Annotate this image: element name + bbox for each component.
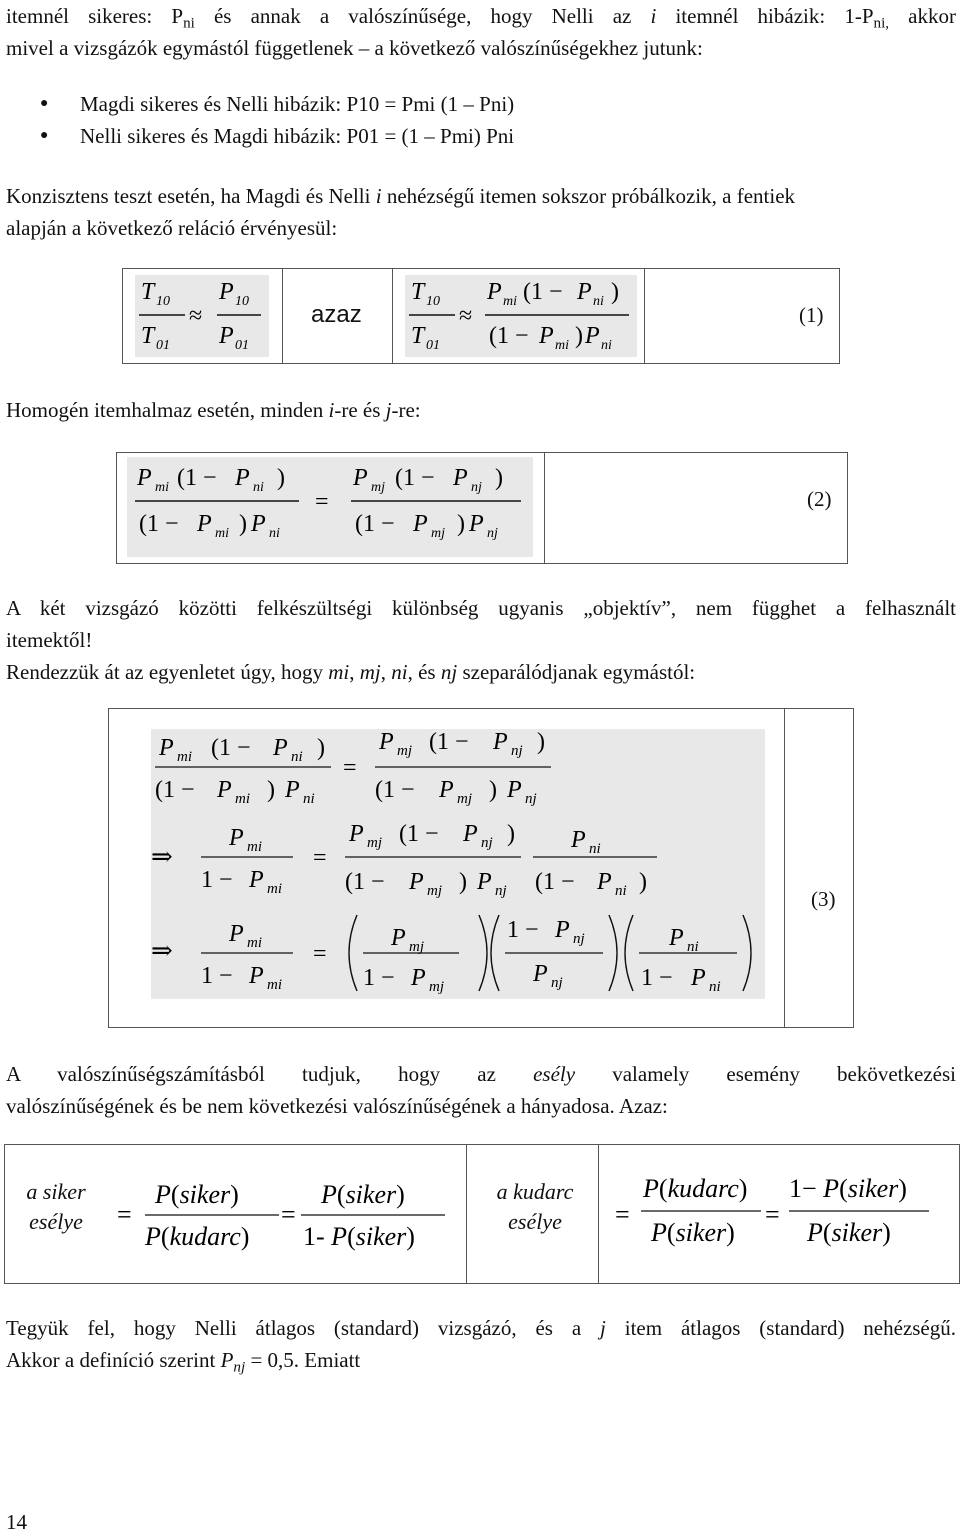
svg-text:T: T [141, 323, 155, 349]
svg-text:1 −: 1 − [507, 917, 539, 943]
svg-text:P: P [197, 511, 212, 537]
svg-text:=: = [343, 755, 357, 781]
svg-text:): ) [457, 511, 465, 537]
svg-text:mj: mj [367, 835, 382, 851]
paragraph-standard: Tegyük fel, hogy Nelli átlagos (standard) vizsgázó, és a j item átlagos (standard) nehézségű. Akkor a definíció szerint $P_{nj} = 0,5$. Emiatt [6, 1316, 957, 1376]
svg-text:): ) [459, 869, 467, 895]
svg-text:P(siker): P(siker) [807, 1218, 891, 1247]
svg-text:nj: nj [471, 480, 482, 495]
svg-text:): ) [495, 465, 503, 491]
svg-text:T: T [411, 323, 425, 349]
bullet-item: ● Magdi sikeres és Nelli hibázik: P10 = Pmi (1 – Pni) [40, 88, 920, 120]
svg-text:): ) [489, 777, 497, 803]
svg-text:mj: mj [371, 480, 385, 495]
svg-text:(1 −: (1 − [155, 777, 195, 803]
svg-text:(1 −: (1 − [489, 323, 529, 349]
svg-text:01: 01 [156, 338, 170, 353]
svg-text:mi: mi [247, 935, 262, 951]
svg-text:1− P(siker): 1− P(siker) [789, 1174, 907, 1203]
svg-text:ni: ni [687, 939, 699, 955]
svg-text:P: P [507, 777, 522, 803]
svg-text:(1 −: (1 − [429, 729, 469, 755]
svg-text:P: P [349, 821, 364, 847]
svg-text:mi: mi [247, 839, 262, 855]
svg-text:(1 −: (1 − [375, 777, 415, 803]
svg-text:P: P [411, 965, 426, 991]
svg-text:(1 −: (1 − [211, 735, 251, 761]
svg-text:): ) [639, 869, 647, 895]
svg-text:(1 −: (1 − [177, 465, 217, 491]
svg-text:P(siker): P(siker) [155, 1180, 239, 1209]
svg-text:nj: nj [525, 791, 537, 807]
svg-text:P: P [585, 323, 600, 349]
svg-text:ni: ni [593, 294, 604, 309]
svg-text:): ) [277, 465, 285, 491]
svg-text:P: P [391, 925, 406, 951]
svg-text:mi: mi [555, 338, 569, 353]
svg-text:ni: ni [709, 979, 721, 995]
svg-text:P: P [251, 511, 266, 537]
svg-text:=: = [313, 845, 327, 871]
svg-text:nj: nj [487, 526, 498, 541]
svg-text:mj: mj [429, 979, 444, 995]
svg-text:ni: ni [601, 338, 612, 353]
svg-text:mi: mi [177, 749, 192, 765]
svg-text:P: P [469, 511, 484, 537]
paragraph-homogeneous: Homogén itemhalmaz esetén, minden i-re és j-re: [6, 398, 421, 422]
svg-text:1- P(siker): 1- P(siker) [303, 1222, 415, 1251]
svg-text:P: P [439, 777, 454, 803]
svg-text:mi: mi [215, 526, 229, 541]
svg-text:P: P [539, 323, 554, 349]
svg-text:1 −: 1 − [201, 867, 233, 893]
svg-text:(1 −: (1 − [345, 869, 385, 895]
paragraph-objective: A két vizsgázó közötti felkészültségi különbség ugyanis „objektív”, nem függhet a felhasznált itemektől! Rendezzük át az egyenletet úgy, hogy mi, mj, ni, és nj szeparálódjanak egymástól: [6, 596, 956, 684]
svg-text:nj: nj [481, 835, 493, 851]
svg-text:P: P [409, 869, 424, 895]
svg-text:=: = [117, 1200, 132, 1229]
svg-text:1 −: 1 − [363, 965, 395, 991]
svg-text:=: = [765, 1200, 780, 1229]
equation-1-formula [123, 269, 841, 365]
svg-text:10: 10 [426, 294, 440, 309]
svg-text:P: P [217, 777, 232, 803]
paragraph-consistency: Konzisztens teszt esetén, ha Magdi és Nelli i nehézségű itemen sokszor próbálkozik, a fentiek alapján a következő reláció érvényesül: [6, 184, 796, 240]
svg-text:ni: ni [253, 480, 264, 495]
svg-text:P(kudarc): P(kudarc) [643, 1174, 748, 1203]
svg-text:mi: mi [503, 294, 517, 309]
bullet-list [40, 88, 920, 152]
svg-text:P: P [137, 465, 152, 491]
svg-text:mi: mi [155, 480, 169, 495]
svg-text:P: P [477, 869, 492, 895]
svg-text:01: 01 [235, 338, 249, 353]
svg-text:mj: mj [431, 526, 445, 541]
equation-3-box [108, 708, 854, 1028]
svg-text:P: P [555, 917, 570, 943]
svg-text:(1 −: (1 − [535, 869, 575, 895]
svg-text:10: 10 [235, 294, 249, 309]
svg-text:P: P [219, 279, 234, 305]
svg-text:P: P [413, 511, 428, 537]
svg-text:mj: mj [409, 939, 424, 955]
svg-text:≈: ≈ [459, 303, 473, 329]
svg-text:P: P [159, 735, 174, 761]
svg-text:): ) [239, 511, 247, 537]
svg-text:): ) [537, 729, 545, 755]
svg-text:⇒: ⇒ [151, 936, 173, 965]
svg-text:P: P [285, 777, 300, 803]
svg-text:01: 01 [426, 338, 440, 353]
svg-text:P: P [669, 925, 684, 951]
equation-2-formula [117, 453, 849, 565]
svg-text:P: P [229, 825, 244, 851]
svg-text:nj: nj [495, 883, 507, 899]
svg-text:(1 −: (1 − [355, 511, 395, 537]
equation-2-box [116, 452, 848, 564]
svg-text:P: P [219, 323, 234, 349]
svg-text:1 −: 1 − [201, 963, 233, 989]
svg-text:T: T [141, 279, 155, 305]
svg-text:10: 10 [156, 294, 170, 309]
svg-text:P: P [493, 729, 508, 755]
svg-text:P: P [571, 827, 586, 853]
paragraph-intro: itemnél sikeres: $P_{ni}$ és annak a valószínűsége, hogy Nelli az i itemnél hibázik: $1-P_{ni,}$ akkor mivel a vizsgázók egymástól függetlenek – a következő valószínűségekhez jutunk: [6, 4, 956, 60]
svg-text:T: T [411, 279, 425, 305]
svg-text:1 −: 1 − [641, 965, 673, 991]
svg-text:(1 −: (1 − [399, 821, 439, 847]
svg-text:): ) [267, 777, 275, 803]
odds-siker-label: a siker esélye [26, 1179, 86, 1234]
svg-text:P: P [273, 735, 288, 761]
svg-text:ni: ni [589, 841, 601, 857]
svg-text:P: P [379, 729, 394, 755]
svg-text:P: P [229, 921, 244, 947]
svg-text:P: P [691, 965, 706, 991]
svg-text:P(kudarc): P(kudarc) [145, 1222, 250, 1251]
svg-text:mj: mj [457, 791, 472, 807]
svg-text:P: P [487, 279, 502, 305]
svg-text:P: P [463, 821, 478, 847]
svg-text:=: = [313, 941, 327, 967]
svg-text:P: P [453, 465, 468, 491]
svg-text:⇒: ⇒ [151, 842, 173, 871]
svg-text:P(siker): P(siker) [651, 1218, 735, 1247]
svg-text:mi: mi [267, 977, 282, 993]
svg-text:P: P [597, 869, 612, 895]
equation-2-number: (2) [807, 487, 832, 511]
equation-3-number: (3) [811, 887, 836, 911]
bullet-item: ● Nelli sikeres és Magdi hibázik: P01 = (1 – Pmi) Pni [40, 120, 920, 152]
svg-text:ni: ni [615, 883, 627, 899]
svg-text:P: P [353, 465, 368, 491]
equation-1-box [122, 268, 840, 364]
svg-text:P: P [577, 279, 592, 305]
odds-kudarc-label: a kudarc esélye [496, 1179, 574, 1234]
svg-text:ni: ni [303, 791, 315, 807]
svg-text:mi: mi [267, 881, 282, 897]
page-number: 14 [6, 1510, 27, 1534]
svg-text:(1 −: (1 − [395, 465, 435, 491]
svg-text:nj: nj [573, 931, 585, 947]
equation-3-formula [109, 709, 855, 1029]
svg-text:nj: nj [511, 743, 523, 759]
svg-text:mi: mi [235, 791, 250, 807]
svg-text:=: = [315, 489, 329, 515]
svg-text:): ) [507, 821, 515, 847]
svg-text:): ) [611, 279, 619, 305]
svg-text:): ) [575, 323, 583, 349]
odds-table [4, 1144, 960, 1284]
svg-text:P: P [249, 963, 264, 989]
svg-text:=: = [281, 1200, 296, 1229]
svg-text:=: = [615, 1200, 630, 1229]
equation-1-azaz: azaz [311, 301, 362, 328]
svg-text:≈: ≈ [189, 303, 203, 329]
svg-text:): ) [317, 735, 325, 761]
svg-text:P: P [533, 961, 548, 987]
equation-1-number: (1) [799, 303, 824, 327]
svg-text:mj: mj [427, 883, 442, 899]
svg-text:(1 −: (1 − [523, 279, 563, 305]
svg-text:ni: ni [269, 526, 280, 541]
svg-text:mj: mj [397, 743, 412, 759]
svg-text:ni: ni [291, 749, 303, 765]
svg-text:P(siker): P(siker) [321, 1180, 405, 1209]
svg-text:nj: nj [551, 975, 563, 991]
svg-text:P: P [235, 465, 250, 491]
svg-text:(1 −: (1 − [139, 511, 179, 537]
paragraph-odds: A valószínűségszámításból tudjuk, hogy az esély valamely esemény bekövetkezési valószínűségének és be nem következési valószínűségének a hányadosa. Azaz: [6, 1062, 956, 1118]
odds-formula [5, 1145, 960, 1285]
svg-text:P: P [249, 867, 264, 893]
